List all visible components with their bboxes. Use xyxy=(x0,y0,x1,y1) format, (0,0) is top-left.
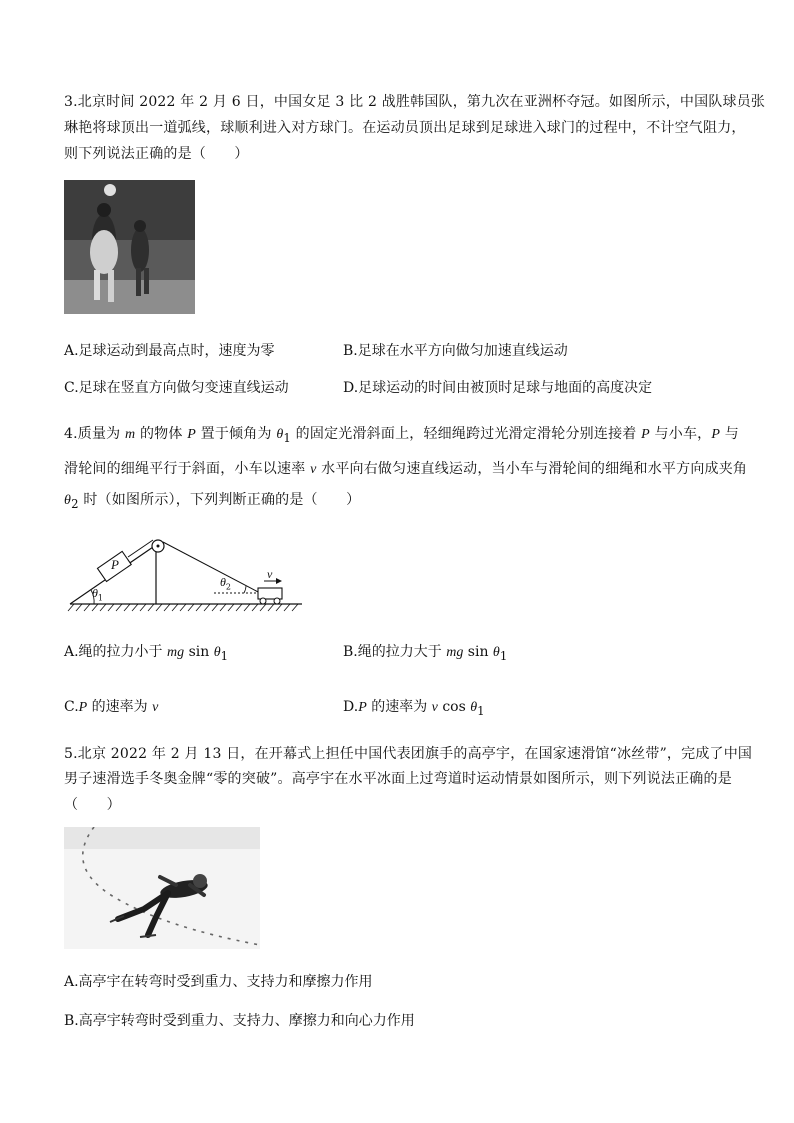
diagram-label-v: v xyxy=(267,567,273,581)
q4-stem-line-1: 4.质量为 m 的物体 P 置于倾角为 $\theta_1$ 的固定光滑斜面上，轻细绳跨过光滑定滑轮分别连接着 P 与小车，P 与 xyxy=(64,426,739,445)
q3-option-a: A.足球运动到最高点时，速度为零 xyxy=(64,343,275,359)
q5-stem-line-2: 男子速滑选手冬奥金牌“零的突破”。高亭宇在水平冰面上过弯道时运动情景如图所示，则下列说法正确的是 xyxy=(64,771,732,787)
q4-stem-line-3: $\theta_2$ 时（如图所示），下列判断正确的是（ ） xyxy=(64,492,361,511)
q3-stem-line-3: 则下列说法正确的是（ ） xyxy=(64,146,249,162)
q5-stem-line-1: 5.北京 2022 年 2 月 13 日，在开幕式上担任中国代表团旗手的高亭宇，在国家速滑馆“冰丝带”，完成了中国 xyxy=(64,746,753,762)
q4-option-d: D.P 的速率为 v $\cos \theta_1$ xyxy=(343,699,485,718)
q5-option-a: A.高亭宇在转弯时受到重力、支持力和摩擦力作用 xyxy=(64,974,373,990)
q4-option-b: B.绳的拉力大于 mg $\sin \theta_1$ xyxy=(343,644,508,663)
speed-skating-photo xyxy=(64,827,260,949)
q4-stem-line-2: 滑轮间的细绳平行于斜面，小车以速率 v 水平向右做匀速直线运动，当小车与滑轮间的细绳和水平方向成夹角 xyxy=(64,461,748,477)
diagram-label-p: P xyxy=(111,557,119,572)
incline-pulley-diagram xyxy=(64,533,304,613)
q3-option-c: C.足球在竖直方向做匀变速直线运动 xyxy=(64,380,289,396)
q5-stem-line-3: （ ） xyxy=(64,797,121,813)
q3-stem-line-2: 琳艳将球顶出一道弧线，球顺利进入对方球门。在运动员顶出足球到足球进入球门的过程中，不计空气阻力， xyxy=(64,120,746,136)
diagram-label-theta1: $\theta_1$ xyxy=(92,586,103,603)
soccer-photo xyxy=(64,180,195,314)
q4-option-c: C.P 的速率为 v xyxy=(64,699,159,715)
q3-option-b: B.足球在水平方向做匀加速直线运动 xyxy=(343,343,568,359)
q4-option-a: A.绳的拉力小于 mg $\sin \theta_1$ xyxy=(64,644,229,663)
q3-stem-line-1: 3.北京时间 2022 年 2 月 6 日，中国女足 3 比 2 战胜韩国队，第九次在亚洲杯夺冠。如图所示，中国队球员张 xyxy=(64,94,766,110)
q3-option-d: D.足球运动的时间由被顶时足球与地面的高度决定 xyxy=(343,380,653,396)
diagram-label-theta2: $\theta_2$ xyxy=(220,575,231,592)
q5-option-b: B.高亭宇转弯时受到重力、支持力、摩擦力和向心力作用 xyxy=(64,1013,415,1029)
